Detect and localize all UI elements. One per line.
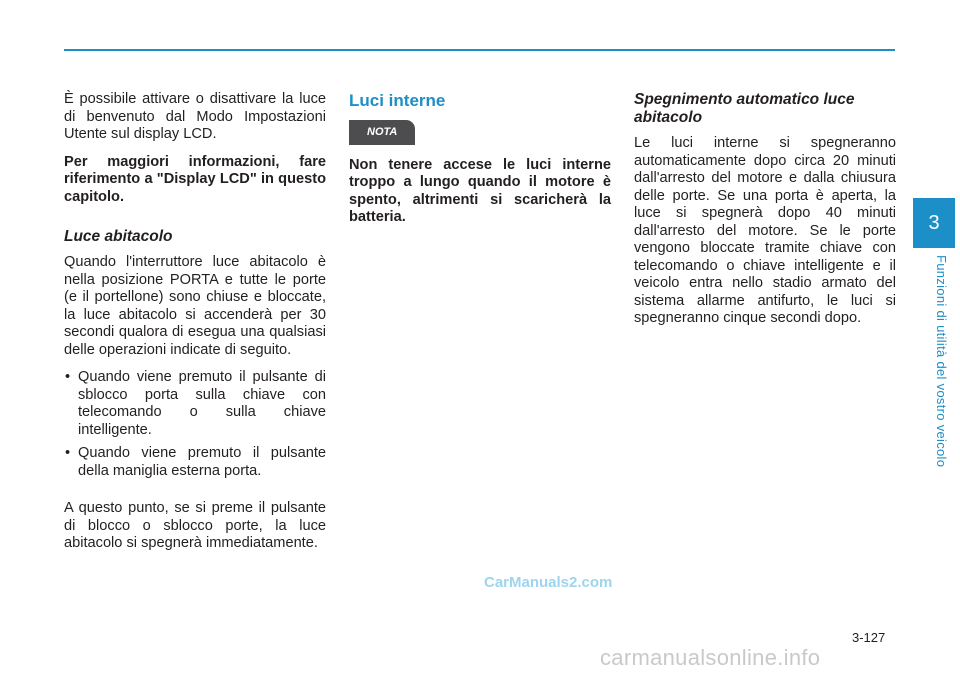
luce-abitacolo-paragraph: Quando l'interruttore luce abitacolo è nella posizione PORTA e tutte le porte (e il portellone) sono chiuse e bloccate, la luce abitacolo si accenderà per 30 secondi qualora di esegua una qualsiasi delle operazioni indicate di seguito.: [64, 254, 326, 358]
watermark-carmanuals2: CarManuals2.com: [484, 574, 613, 591]
chapter-tab-label: Funzioni di utilità del vostro veicolo: [934, 255, 949, 468]
watermark-carmanualsonline: carmanualsonline.info: [600, 645, 821, 670]
list-item: [64, 369, 326, 439]
top-rule: [64, 49, 895, 51]
bullet-icon: •: [65, 369, 71, 385]
spegnimento-paragraph: Le luci interne si spegneranno automaticamente dopo circa 20 minuti dall'arresto del motore e dalla chiusura delle porte. Se una porta è aperta, la luce si spegnerà dopo 40 minuti dall'arresto del motore. Se le porte vengono bloccate tramite chiave con telecomando o chiave intelligente e il veicolo entra nello stadio armato del sistema allarme antifurto, le luci si spegneranno cinque secondi dopo.: [634, 135, 896, 326]
column-left: [64, 91, 326, 563]
section-heading-spegnimento: Spegnimento automatico luce abitacolo: [634, 91, 855, 126]
list-item-text: Quando viene premuto il pulsante della maniglia esterna porta.: [78, 445, 326, 479]
closing-paragraph: A questo punto, se si preme il pulsante di blocco o sblocco porte, la luce abitacolo si spegnerà immediatamente.: [64, 500, 326, 551]
nota-paragraph: Non tenere accese le luci interne troppo a lungo quando il motore è spento, altrimenti si scaricherà la batteria.: [349, 156, 611, 225]
bullet-icon: •: [65, 445, 71, 461]
bullet-list: [64, 369, 326, 480]
chapter-tab: 3: [913, 198, 955, 248]
nota-badge: NOTA: [349, 120, 415, 145]
list-item-text: Quando viene premuto il pulsante di sblocco porta sulla chiave con telecomando o sulla chiave intelligente.: [78, 369, 326, 438]
column-right: [634, 91, 896, 338]
section-heading-luce-abitacolo: Luce abitacolo: [64, 228, 173, 245]
column-middle: [349, 91, 611, 237]
list-item: [64, 445, 326, 480]
page-number: 3-127: [852, 630, 886, 645]
reference-paragraph: Per maggiori informazioni, fare riferimento a "Display LCD" in questo capitolo.: [64, 153, 326, 205]
section-title-luci-interne: Luci interne: [349, 91, 446, 110]
intro-paragraph: È possibile attivare o disattivare la luce di benvenuto dal Modo Impostazioni Utente sul display LCD.: [64, 91, 326, 142]
